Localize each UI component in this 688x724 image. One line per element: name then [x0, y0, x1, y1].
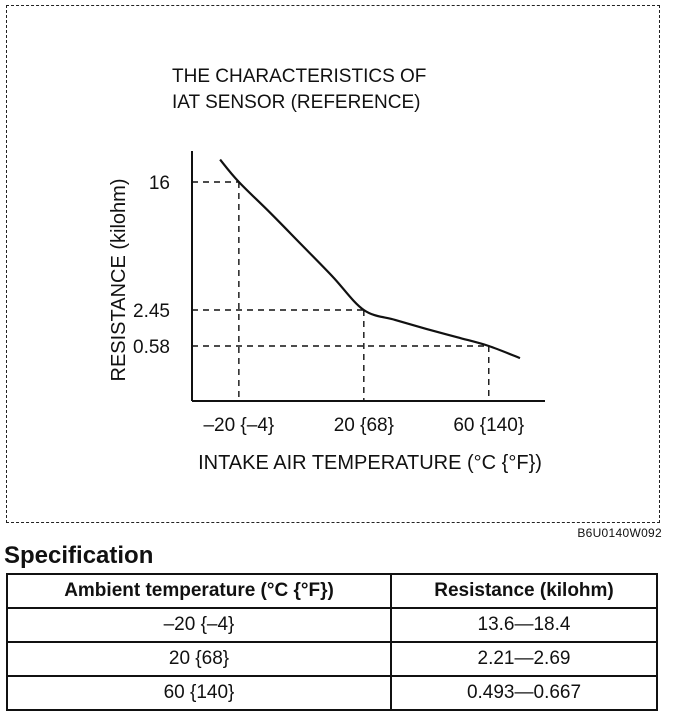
x-axis-title: INTAKE AIR TEMPERATURE (°C {°F})	[198, 452, 542, 474]
resistance-cell: 2.21—2.69	[391, 642, 657, 676]
resistance-curve	[220, 160, 520, 359]
iat-characteristics-chart	[7, 6, 661, 524]
x-tick-label: 60 {140}	[453, 415, 525, 436]
y-tick-label: 0.58	[133, 337, 170, 358]
specification-heading: Specification	[4, 542, 154, 569]
column-header-temperature: Ambient temperature (°C {°F})	[7, 574, 391, 608]
chart-title-line: THE CHARACTERISTICS OF	[172, 66, 427, 87]
y-tick-label: 2.45	[133, 301, 170, 322]
table-row	[7, 608, 657, 642]
specification-table	[6, 573, 658, 711]
chart-frame	[6, 5, 660, 523]
temperature-cell: 60 {140}	[7, 676, 391, 710]
table-row	[7, 676, 657, 710]
temperature-cell: –20 {–4}	[7, 608, 391, 642]
x-tick-label: –20 {–4}	[203, 415, 275, 436]
table-header-row	[7, 574, 657, 608]
y-tick-label: 16	[148, 173, 170, 194]
column-header-resistance: Resistance (kilohm)	[391, 574, 657, 608]
table-row	[7, 642, 657, 676]
y-axis-title: RESISTANCE (kilohm)	[108, 178, 130, 382]
resistance-cell: 0.493—0.667	[391, 676, 657, 710]
temperature-cell: 20 {68}	[7, 642, 391, 676]
chart-title-line: IAT SENSOR (REFERENCE)	[172, 92, 421, 113]
x-tick-label: 20 {68}	[333, 415, 394, 436]
figure-code: B6U0140W092	[577, 526, 662, 540]
resistance-cell: 13.6—18.4	[391, 608, 657, 642]
